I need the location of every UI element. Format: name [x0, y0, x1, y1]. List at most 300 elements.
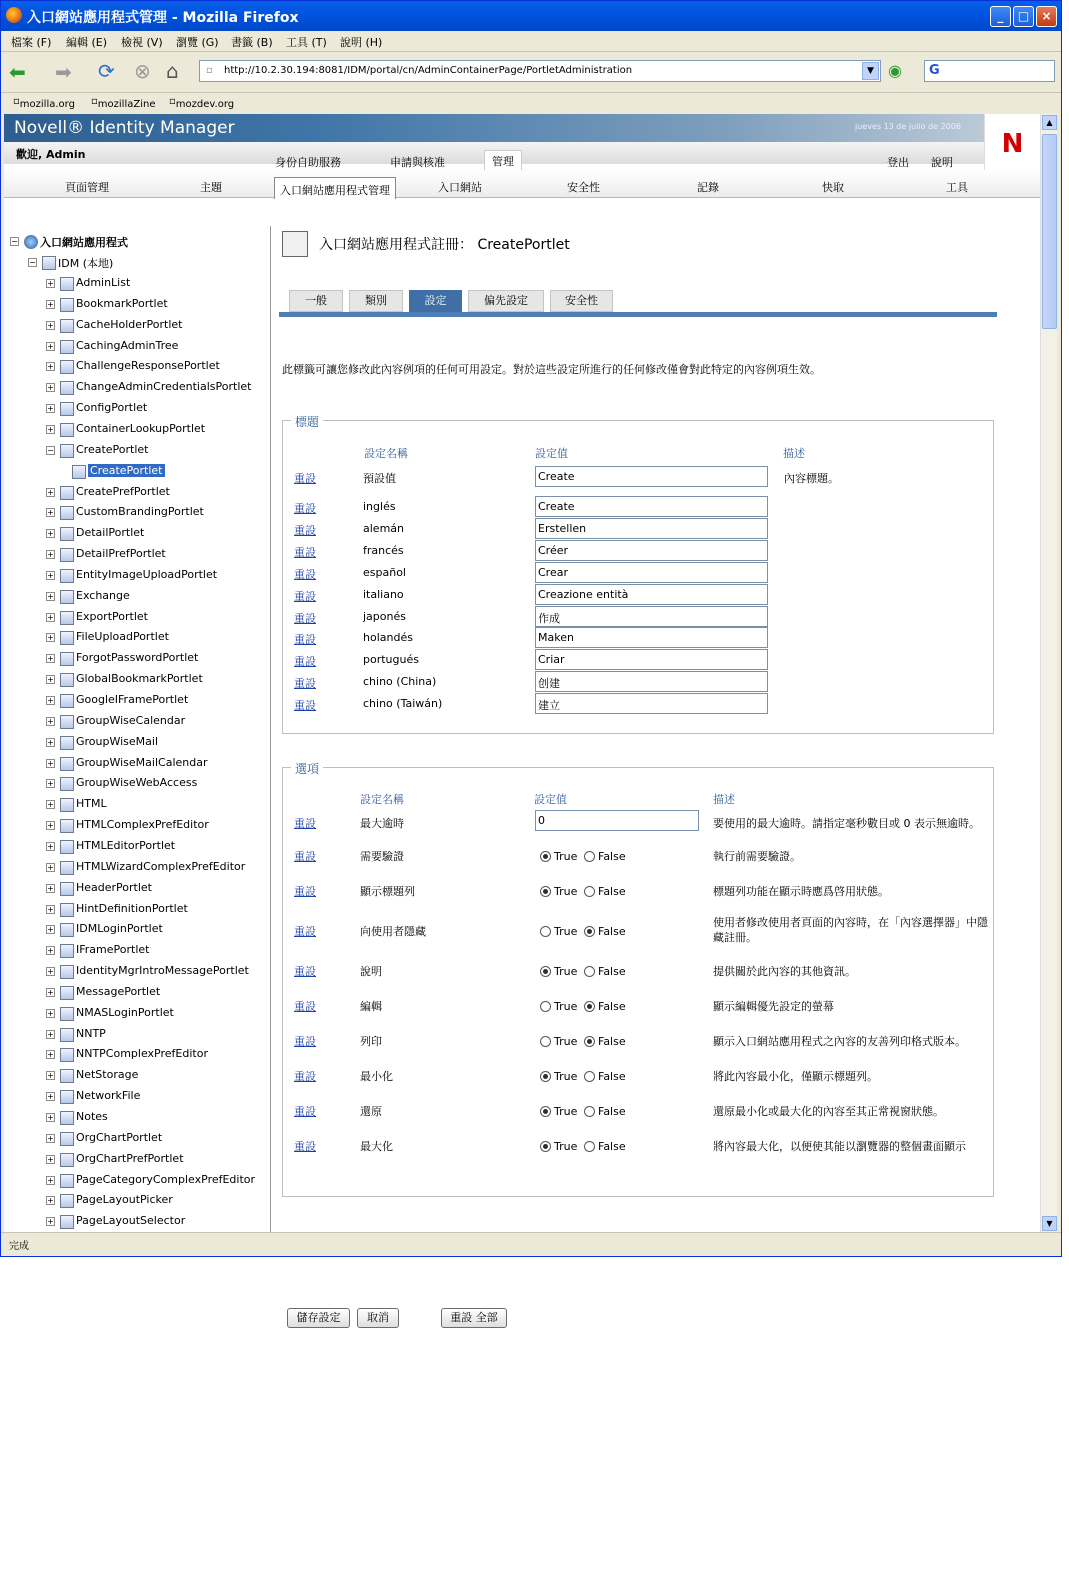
portlet-icon	[60, 611, 74, 625]
setting-name: chino (Taiwán)	[363, 697, 443, 711]
radio-circle[interactable]	[540, 926, 551, 937]
true-radio[interactable]	[540, 1035, 577, 1048]
options-fieldset	[282, 767, 994, 1197]
false-radio[interactable]	[584, 925, 626, 938]
portlet-settings-panel	[274, 226, 1024, 1324]
tree-item-label: PageLayoutSelector	[76, 1214, 186, 1228]
expand-icon[interactable]: +	[47, 633, 54, 643]
portlet-icon	[60, 944, 74, 958]
subtab-tools[interactable]: 工具	[946, 181, 968, 194]
expand-icon[interactable]: +	[47, 862, 54, 872]
expand-icon[interactable]: +	[47, 1071, 54, 1081]
expand-icon[interactable]: +	[47, 841, 54, 851]
setting-description: 顯示入口網站應用程式之內容的友善列印格式版本。	[713, 1035, 966, 1048]
expand-icon[interactable]: +	[47, 1113, 54, 1122]
tree-item-label: CachingAdminTree	[76, 338, 179, 352]
radio-circle[interactable]	[584, 1141, 595, 1152]
false-radio[interactable]	[584, 1000, 626, 1013]
logout-link[interactable]: 登出	[887, 156, 909, 169]
expand-icon[interactable]: +	[47, 821, 54, 831]
setting-name: holandés	[363, 631, 413, 645]
column-header: 設定值	[534, 793, 567, 806]
tree-item-label: GroupWiseMailCalendar	[76, 755, 208, 769]
reset-link[interactable]: 重設	[294, 817, 316, 830]
title-value-input[interactable]: Crear	[535, 562, 768, 583]
radio-circle[interactable]	[584, 851, 595, 862]
portlet-icon	[60, 1069, 74, 1083]
expand-icon[interactable]: +	[47, 570, 54, 580]
setting-name: alemán	[363, 521, 404, 535]
tab-administration[interactable]: 管理	[484, 150, 522, 174]
settings-description: 此標籤可讓您修改此內容例項的任何可用設定。對於這些設定所進行的任何修改僅會對此特定的內容例項生效。	[282, 363, 821, 376]
portlet-icon	[60, 1048, 74, 1062]
scroll-down-icon[interactable]: ▼	[1042, 1216, 1057, 1231]
bookmark-label: mozdev.org	[175, 99, 235, 110]
tree-item-label: ChallengeResponsePortlet	[76, 359, 220, 373]
title-value-input[interactable]: Erstellen	[535, 518, 768, 539]
expand-icon[interactable]: +	[47, 1217, 54, 1227]
radio-circle[interactable]	[540, 886, 551, 897]
reset-link[interactable]: 重設	[294, 655, 316, 669]
expand-icon[interactable]: +	[47, 654, 54, 664]
subtab-security[interactable]: 安全性	[567, 181, 600, 194]
portlet-icon	[60, 590, 74, 604]
reset-link[interactable]: 重設	[294, 1105, 316, 1118]
false-radio[interactable]	[584, 965, 626, 978]
globe-icon	[24, 235, 38, 249]
tree-root-label: 入口網站應用程式	[40, 236, 128, 249]
expand-icon[interactable]: +	[47, 758, 54, 768]
expand-icon[interactable]: +	[47, 424, 54, 434]
page-title: 入口網站應用程式註冊： CreatePortlet	[319, 237, 570, 253]
expand-icon[interactable]: +	[47, 1175, 54, 1185]
vertical-scrollbar[interactable]	[1040, 114, 1057, 1232]
radio-label: True	[554, 850, 578, 863]
collapse-icon[interactable]: −	[11, 237, 18, 246]
menu-view[interactable]: 檢視 (V)	[121, 36, 163, 49]
tab-underline	[279, 312, 997, 317]
reset-link[interactable]: 重設	[294, 850, 316, 863]
radio-circle[interactable]	[584, 1106, 595, 1117]
title-value-input[interactable]: Create	[535, 466, 768, 487]
tree-item-label: HTML	[76, 797, 107, 811]
timeout-input[interactable]: 0	[535, 810, 699, 831]
search-input[interactable]	[924, 60, 1055, 82]
options-legend: 選項	[291, 760, 323, 777]
address-bar[interactable]	[199, 60, 881, 82]
tree-item-label: NNTPComplexPrefEditor	[76, 1047, 208, 1061]
false-radio[interactable]	[584, 1105, 626, 1118]
sub-tabs	[4, 170, 1040, 198]
portlet-icon	[60, 757, 74, 771]
expand-icon[interactable]: +	[47, 1133, 54, 1143]
expand-icon[interactable]: +	[47, 675, 54, 685]
maximize-button[interactable]: □	[1013, 6, 1034, 27]
portlet-icon	[60, 569, 74, 583]
tree-item-label: DetailPortlet	[76, 526, 145, 540]
tree-item-label: NNTP	[76, 1026, 106, 1040]
expand-icon[interactable]: +	[47, 800, 54, 810]
portlet-icon	[60, 777, 74, 791]
radio-circle[interactable]	[584, 1036, 595, 1047]
expand-icon[interactable]: +	[47, 779, 54, 789]
expand-icon[interactable]: +	[47, 404, 54, 414]
reset-link[interactable]: 重設	[294, 567, 316, 581]
save-settings-button[interactable]: 儲存設定	[287, 1308, 350, 1328]
portlet-icon	[60, 694, 74, 708]
radio-circle[interactable]	[540, 1106, 551, 1117]
tree-item-label: HintDefinitionPortlet	[76, 901, 188, 915]
title-value-input[interactable]: 创建	[535, 671, 768, 692]
cancel-button[interactable]: 取消	[357, 1308, 399, 1328]
subtab-portal[interactable]: 入口網站	[438, 181, 482, 194]
radio-circle[interactable]	[540, 966, 551, 977]
tree-item-label: ForgotPasswordPortlet	[76, 651, 199, 665]
bookmarks-toolbar	[1, 92, 1061, 113]
title-legend: 標題	[291, 413, 323, 430]
reset-link[interactable]: 重設	[294, 1000, 316, 1013]
true-radio[interactable]	[540, 850, 577, 863]
expand-icon[interactable]: +	[47, 904, 54, 914]
tree-item-label: HTMLEditorPortlet	[76, 838, 176, 852]
content-tab[interactable]: 設定	[409, 290, 462, 312]
reset-link[interactable]: 重設	[294, 1035, 316, 1048]
radio-label: True	[554, 1070, 578, 1083]
menu-tools[interactable]: 工具 (T)	[286, 36, 327, 49]
tree-item-label: ExportPortlet	[76, 609, 148, 623]
title-value-input[interactable]: Creazione entità	[535, 584, 768, 605]
reset-link[interactable]: 重設	[294, 965, 316, 978]
expand-icon[interactable]: +	[47, 1029, 54, 1039]
radio-circle[interactable]	[584, 886, 595, 897]
menu-bookmarks[interactable]: 書籤 (B)	[231, 36, 273, 49]
home-icon[interactable]: ⌂	[166, 59, 179, 83]
subtab-themes[interactable]: 主題	[200, 181, 222, 194]
reset-link[interactable]: 重設	[294, 589, 316, 603]
expand-icon[interactable]: +	[47, 1050, 54, 1060]
radio-circle[interactable]	[540, 1036, 551, 1047]
expand-icon[interactable]: +	[47, 508, 54, 518]
setting-description: 將內容最大化，以便使其能以瀏覽器的整個畫面顯示	[713, 1140, 966, 1153]
setting-name: 預設值	[363, 472, 396, 485]
radio-label: True	[554, 925, 578, 938]
subtab-portlet-admin[interactable]: 入口網站應用程式管理	[274, 177, 396, 199]
radio-circle[interactable]	[584, 966, 595, 977]
true-radio[interactable]	[540, 1105, 577, 1118]
content-tab[interactable]: 安全性	[550, 290, 613, 312]
radio-label: False	[598, 1070, 626, 1083]
column-header: 描述	[783, 447, 805, 460]
expand-icon[interactable]: +	[47, 320, 54, 330]
portlet-icon	[60, 1215, 74, 1229]
expand-icon[interactable]: +	[47, 987, 54, 997]
bookmark-label: mozillaZine	[97, 99, 156, 110]
tree-item-label: EntityImageUploadPortlet	[76, 567, 218, 581]
google-icon: G	[929, 63, 940, 78]
false-radio[interactable]	[584, 1070, 626, 1083]
true-radio[interactable]	[540, 925, 577, 938]
radio-circle[interactable]	[540, 1071, 551, 1082]
reset-link[interactable]: 重設	[294, 925, 316, 938]
subtab-page-admin[interactable]: 頁面管理	[65, 181, 109, 194]
portlet-icon	[60, 965, 74, 979]
reset-link[interactable]: 重設	[294, 885, 316, 898]
scroll-up-icon[interactable]: ▲	[1042, 115, 1057, 130]
reset-link[interactable]: 重設	[294, 633, 316, 647]
reset-link[interactable]: 重設	[294, 502, 316, 515]
close-button[interactable]: ×	[1036, 6, 1057, 27]
true-radio[interactable]	[540, 1140, 577, 1153]
tree-item-label: CreatePortlet	[90, 463, 163, 477]
setting-description: 將此內容最小化，僅顯示標題列。	[713, 1070, 878, 1083]
radio-label: False	[598, 965, 626, 978]
radio-circle[interactable]	[584, 1001, 595, 1012]
tree-item-label: GroupWiseCalendar	[76, 713, 186, 727]
true-radio[interactable]	[540, 885, 577, 898]
radio-label: False	[598, 1140, 626, 1153]
back-icon[interactable]: ⬅	[9, 60, 26, 84]
portlet-icon	[60, 798, 74, 812]
expand-icon[interactable]: +	[47, 967, 54, 977]
false-radio[interactable]	[584, 885, 626, 898]
reset-link[interactable]: 重設	[294, 1140, 316, 1153]
portlet-icon	[60, 986, 74, 1000]
bookmark-mozilla[interactable]: ▫ mozilla.org	[13, 96, 75, 110]
portlet-icon	[60, 1090, 74, 1104]
tree-item-label: GroupWiseMail	[76, 734, 159, 748]
menu-edit[interactable]: 編輯 (E)	[66, 36, 108, 49]
radio-circle[interactable]	[540, 851, 551, 862]
tree-item-label: NetworkFile	[76, 1089, 141, 1103]
tree-item-label: NMASLoginPortlet	[76, 1005, 174, 1019]
radio-circle[interactable]	[584, 926, 595, 937]
reset-link[interactable]: 重設	[294, 1070, 316, 1083]
expand-icon[interactable]: +	[47, 925, 54, 935]
tree-item-label: PageLayoutPicker	[76, 1193, 173, 1207]
setting-name: inglés	[363, 500, 396, 513]
tree-item-label: IdentityMgrIntroMessagePortlet	[76, 964, 249, 978]
server-icon	[42, 256, 56, 270]
portlet-icon	[60, 1132, 74, 1146]
menu-go[interactable]: 瀏覽 (G)	[176, 36, 219, 49]
radio-label: False	[598, 1035, 626, 1048]
status-bar	[1, 1232, 1061, 1254]
title-value-input[interactable]: 作成	[535, 606, 768, 627]
minimize-button[interactable]: _	[990, 6, 1011, 27]
expand-icon[interactable]: +	[47, 946, 54, 956]
address-dropdown-icon[interactable]: ▼	[862, 62, 879, 80]
setting-name: 最大逾時	[360, 817, 404, 830]
title-value-input[interactable]: Criar	[535, 649, 768, 670]
content-tab[interactable]: 類別	[349, 290, 403, 312]
radio-circle[interactable]	[540, 1141, 551, 1152]
portlet-icon	[60, 319, 74, 333]
portlet-icon	[60, 861, 74, 875]
bookmark-mozdev[interactable]: ▫ mozdev.org	[169, 96, 235, 110]
expand-icon[interactable]: +	[47, 550, 54, 560]
title-value-input[interactable]: Créer	[535, 540, 768, 561]
portlet-icon	[60, 819, 74, 833]
title-value-input[interactable]: Maken	[535, 627, 768, 648]
tree-item-label: CreatePortlet	[76, 442, 149, 456]
expand-icon[interactable]: +	[47, 1092, 54, 1102]
portlet-icon	[60, 402, 74, 416]
tree-item-label: CacheHolderPortlet	[76, 317, 183, 331]
setting-name: 還原	[360, 1105, 382, 1118]
radio-label: False	[598, 850, 626, 863]
app-header	[4, 114, 1040, 142]
expand-icon[interactable]: +	[47, 383, 54, 393]
firefox-icon	[6, 7, 22, 23]
setting-name: chino (China)	[363, 675, 437, 689]
reset-link[interactable]: 重設	[294, 699, 316, 713]
tree-item-label: GlobalBookmarkPortlet	[76, 672, 203, 686]
radio-label: False	[598, 1000, 626, 1013]
bookmark-label: mozilla.org	[19, 99, 75, 110]
tree-item-label: AdminList	[76, 276, 131, 289]
content-tab[interactable]: 偏先設定	[468, 290, 544, 312]
expand-icon[interactable]: +	[47, 341, 54, 351]
column-header: 設定名稱	[364, 447, 408, 460]
expand-icon[interactable]: +	[47, 1196, 54, 1206]
portlet-icon	[60, 652, 74, 666]
portlet-registration-icon	[282, 231, 308, 257]
radio-label: True	[554, 1140, 578, 1153]
reload-icon[interactable]: ⟳	[98, 59, 115, 83]
setting-name: portugués	[363, 653, 419, 667]
radio-label: False	[598, 885, 626, 898]
column-header: 描述	[713, 793, 735, 806]
true-radio[interactable]	[540, 1000, 577, 1013]
title-value-input[interactable]: 建立	[535, 693, 768, 714]
portlet-tree	[4, 226, 271, 1232]
tree-item-label: IFramePortlet	[76, 943, 150, 957]
setting-name: 說明	[360, 965, 382, 978]
setting-description: 執行前需要驗證。	[713, 850, 801, 863]
window-title: 入口網站應用程式管理 - Mozilla Firefox	[27, 10, 299, 26]
expand-icon[interactable]: +	[47, 487, 54, 497]
setting-description: 顯示編輯優先設定的螢幕	[713, 1000, 834, 1013]
radio-label: True	[554, 965, 578, 978]
brand-title: Novell® Identity Manager	[14, 118, 235, 138]
welcome-text: 歡迎, Admin	[16, 148, 86, 161]
expand-icon[interactable]: +	[47, 1154, 54, 1164]
setting-description: 標題列功能在顯示時應爲啓用狀態。	[713, 885, 889, 898]
collapse-icon[interactable]: −	[29, 258, 36, 267]
expand-icon[interactable]: +	[47, 612, 54, 622]
tree-item-label: Exchange	[76, 588, 130, 602]
setting-name: 最小化	[360, 1070, 393, 1083]
portlet-icon	[60, 277, 74, 291]
portlet-icon	[60, 548, 74, 562]
setting-name: 列印	[360, 1035, 382, 1048]
portlet-icon	[60, 923, 74, 937]
reset-link[interactable]: 重設	[294, 611, 316, 625]
subtab-logging[interactable]: 記錄	[697, 181, 719, 194]
expand-icon[interactable]: +	[47, 716, 54, 726]
true-radio[interactable]	[540, 1070, 577, 1083]
radio-circle[interactable]	[584, 1071, 595, 1082]
expand-icon[interactable]: +	[47, 279, 54, 288]
setting-name: italiano	[363, 587, 404, 601]
tree-item-label: ChangeAdminCredentialsPortlet	[76, 380, 252, 394]
reset-link[interactable]: 重設	[294, 545, 316, 559]
radio-label: True	[554, 1000, 578, 1013]
portlet-icon	[60, 486, 74, 500]
portlet-icon	[60, 715, 74, 729]
portlet-icon	[72, 465, 86, 479]
scroll-thumb[interactable]	[1042, 134, 1057, 329]
main-tabs	[4, 148, 984, 170]
subtab-cache[interactable]: 快取	[822, 181, 844, 194]
forward-icon[interactable]: ➡	[55, 60, 72, 84]
tree-item-label: MessagePortlet	[76, 984, 161, 998]
tree-item-label: IDMLoginPortlet	[76, 922, 163, 936]
portlet-icon	[60, 1174, 74, 1188]
menu-help[interactable]: 說明 (H)	[340, 36, 383, 49]
tree-item-label: CustomBrandingPortlet	[76, 505, 204, 519]
false-radio[interactable]	[584, 850, 626, 863]
portlet-icon	[60, 631, 74, 645]
go-icon[interactable]: ◉	[888, 61, 902, 80]
expand-icon[interactable]: +	[47, 696, 54, 705]
reset-link[interactable]: 重設	[294, 677, 316, 691]
expand-icon[interactable]: +	[47, 362, 54, 372]
tree-item-label: OrgChartPrefPortlet	[76, 1151, 184, 1165]
expand-icon[interactable]: +	[47, 591, 54, 601]
setting-name: 需要驗證	[360, 850, 404, 863]
radio-circle[interactable]	[540, 1001, 551, 1012]
setting-description: 提供關於此內容的其他資訊。	[713, 965, 856, 978]
tree-item-label: DetailPrefPortlet	[76, 547, 166, 561]
collapse-icon[interactable]: −	[47, 445, 54, 455]
tree-item-label: ConfigPortlet	[76, 401, 148, 415]
expand-icon[interactable]: +	[47, 529, 54, 539]
portlet-icon	[60, 1028, 74, 1042]
expand-icon[interactable]: +	[47, 299, 54, 309]
setting-description: 使用者修改使用者頁面的內容時，在「內容選擇器」中隱藏註冊。	[713, 916, 988, 944]
tree-item-label: FileUploadPortlet	[76, 630, 169, 644]
address-url: http://10.2.30.194:8081/IDM/portal/cn/AdminContainerPage/PortletAdministration	[224, 65, 633, 76]
menu-bar	[1, 31, 1061, 52]
reset-all-button[interactable]: 重設 全部	[441, 1308, 507, 1328]
content-tab[interactable]: 一般	[289, 290, 343, 312]
false-radio[interactable]	[584, 1035, 626, 1048]
reset-link[interactable]: 重設	[294, 472, 316, 485]
menu-file[interactable]: 檔案 (F)	[11, 36, 52, 49]
setting-description: 還原最小化或最大化的內容至其正常視窗狀態。	[713, 1105, 944, 1118]
setting-name: 顯示標題列	[360, 885, 415, 898]
radio-label: True	[554, 885, 578, 898]
portlet-icon	[60, 673, 74, 687]
portlet-icon	[60, 360, 74, 374]
tree-item-label: ContainerLookupPortlet	[76, 421, 206, 435]
portlet-icon	[60, 736, 74, 750]
tab-self-service[interactable]: 身份自助服務	[275, 156, 341, 169]
expand-icon[interactable]: +	[47, 1008, 54, 1018]
false-radio[interactable]	[584, 1140, 626, 1153]
help-link[interactable]: 說明	[931, 156, 953, 169]
bookmark-mozillazine[interactable]: ▫ mozillaZine	[91, 96, 156, 110]
portlet-icon	[60, 903, 74, 917]
stop-icon[interactable]: ⊗	[134, 59, 151, 83]
reset-link[interactable]: 重設	[294, 523, 316, 537]
title-value-input[interactable]: Create	[535, 496, 768, 517]
expand-icon[interactable]: +	[47, 883, 54, 893]
expand-icon[interactable]: +	[47, 737, 54, 747]
true-radio[interactable]	[540, 965, 577, 978]
tab-requests[interactable]: 申請與核准	[390, 156, 445, 169]
